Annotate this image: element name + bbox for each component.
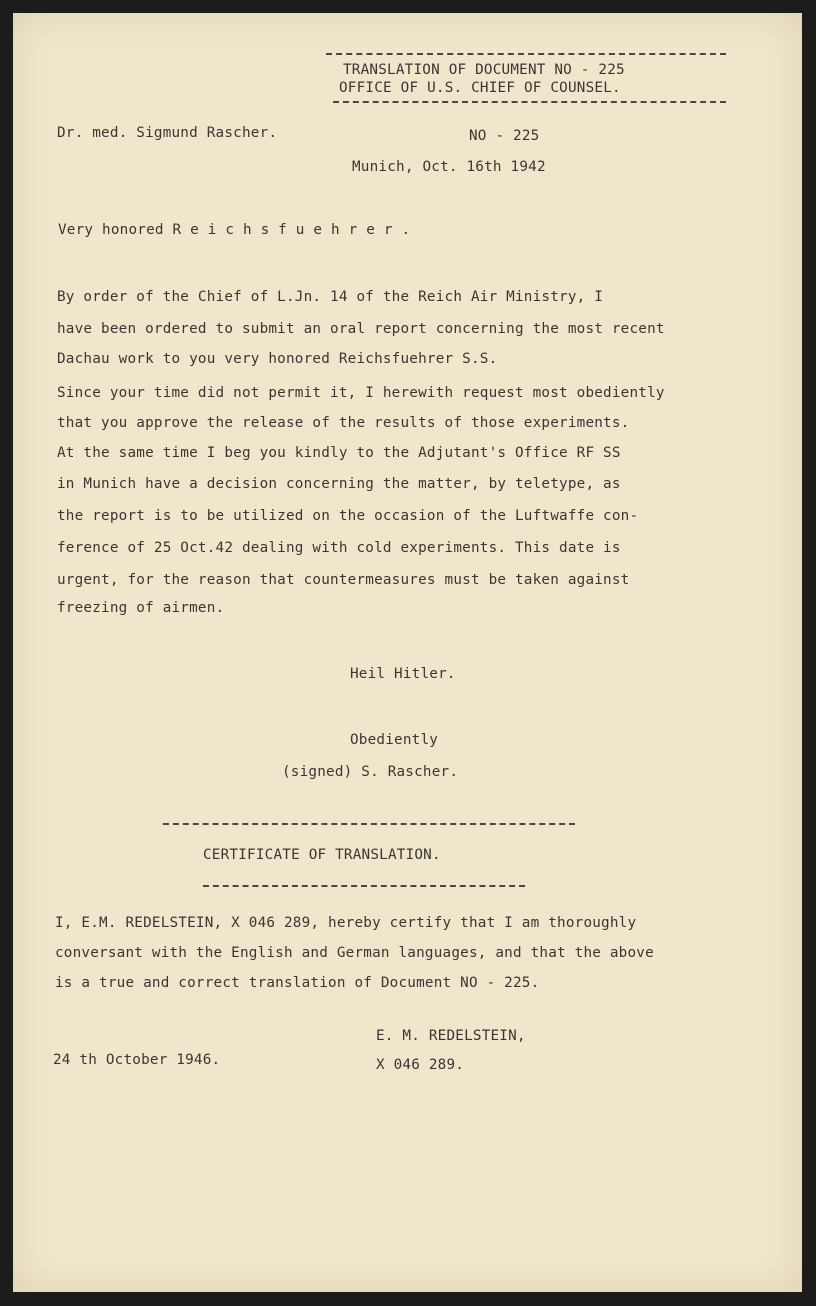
certificate-rule-top [163, 823, 575, 825]
body-line: Since your time did not permit it, I herewith request most obediently [57, 385, 665, 401]
sender-name: Dr. med. Sigmund Rascher. [57, 125, 278, 141]
body-line: urgent, for the reason that countermeasures must be taken against [57, 572, 630, 588]
document-page [13, 13, 802, 1292]
body-line: At the same time I beg you kindly to the Adjutant's Office RF SS [57, 445, 621, 461]
closing: Heil Hitler. [350, 666, 456, 682]
body-line: Dachau work to you very honored Reichsfuehrer S.S. [57, 351, 498, 367]
body-line: freezing of airmen. [57, 600, 225, 616]
salutation: Very honored R e i c h s f u e h r e r . [58, 222, 411, 238]
document-number: NO - 225 [469, 128, 540, 144]
body-line: ference of 25 Oct.42 dealing with cold experiments. This date is [57, 540, 621, 556]
header-rule-bottom [333, 101, 726, 103]
certificate-line: is a true and correct translation of Document NO - 225. [55, 975, 540, 991]
certificate-rule-bottom [203, 885, 525, 887]
body-line: that you approve the release of the results of those experiments. [57, 415, 630, 431]
signature: (signed) S. Rascher. [282, 764, 459, 780]
header-line-2: OFFICE OF U.S. CHIEF OF COUNSEL. [339, 80, 621, 96]
body-line: By order of the Chief of L.Jn. 14 of the Reich Air Ministry, I [57, 289, 604, 305]
certificate-line: I, E.M. REDELSTEIN, X 046 289, hereby certify that I am thoroughly [55, 915, 637, 931]
place-date: Munich, Oct. 16th 1942 [352, 159, 546, 175]
certificate-line: conversant with the English and German languages, and that the above [55, 945, 654, 961]
header-line-1: TRANSLATION OF DOCUMENT NO - 225 [343, 62, 625, 78]
certificate-date: 24 th October 1946. [53, 1052, 221, 1068]
valediction: Obediently [350, 732, 439, 748]
header-rule-top [326, 53, 726, 55]
body-line: in Munich have a decision concerning the matter, by teletype, as [57, 476, 621, 492]
certificate-title: CERTIFICATE OF TRANSLATION. [203, 847, 441, 863]
translator-name: E. M. REDELSTEIN, [376, 1028, 526, 1044]
body-line: have been ordered to submit an oral report concerning the most recent [57, 321, 665, 337]
translator-id: X 046 289. [376, 1057, 465, 1073]
body-line: the report is to be utilized on the occasion of the Luftwaffe con- [57, 508, 639, 524]
